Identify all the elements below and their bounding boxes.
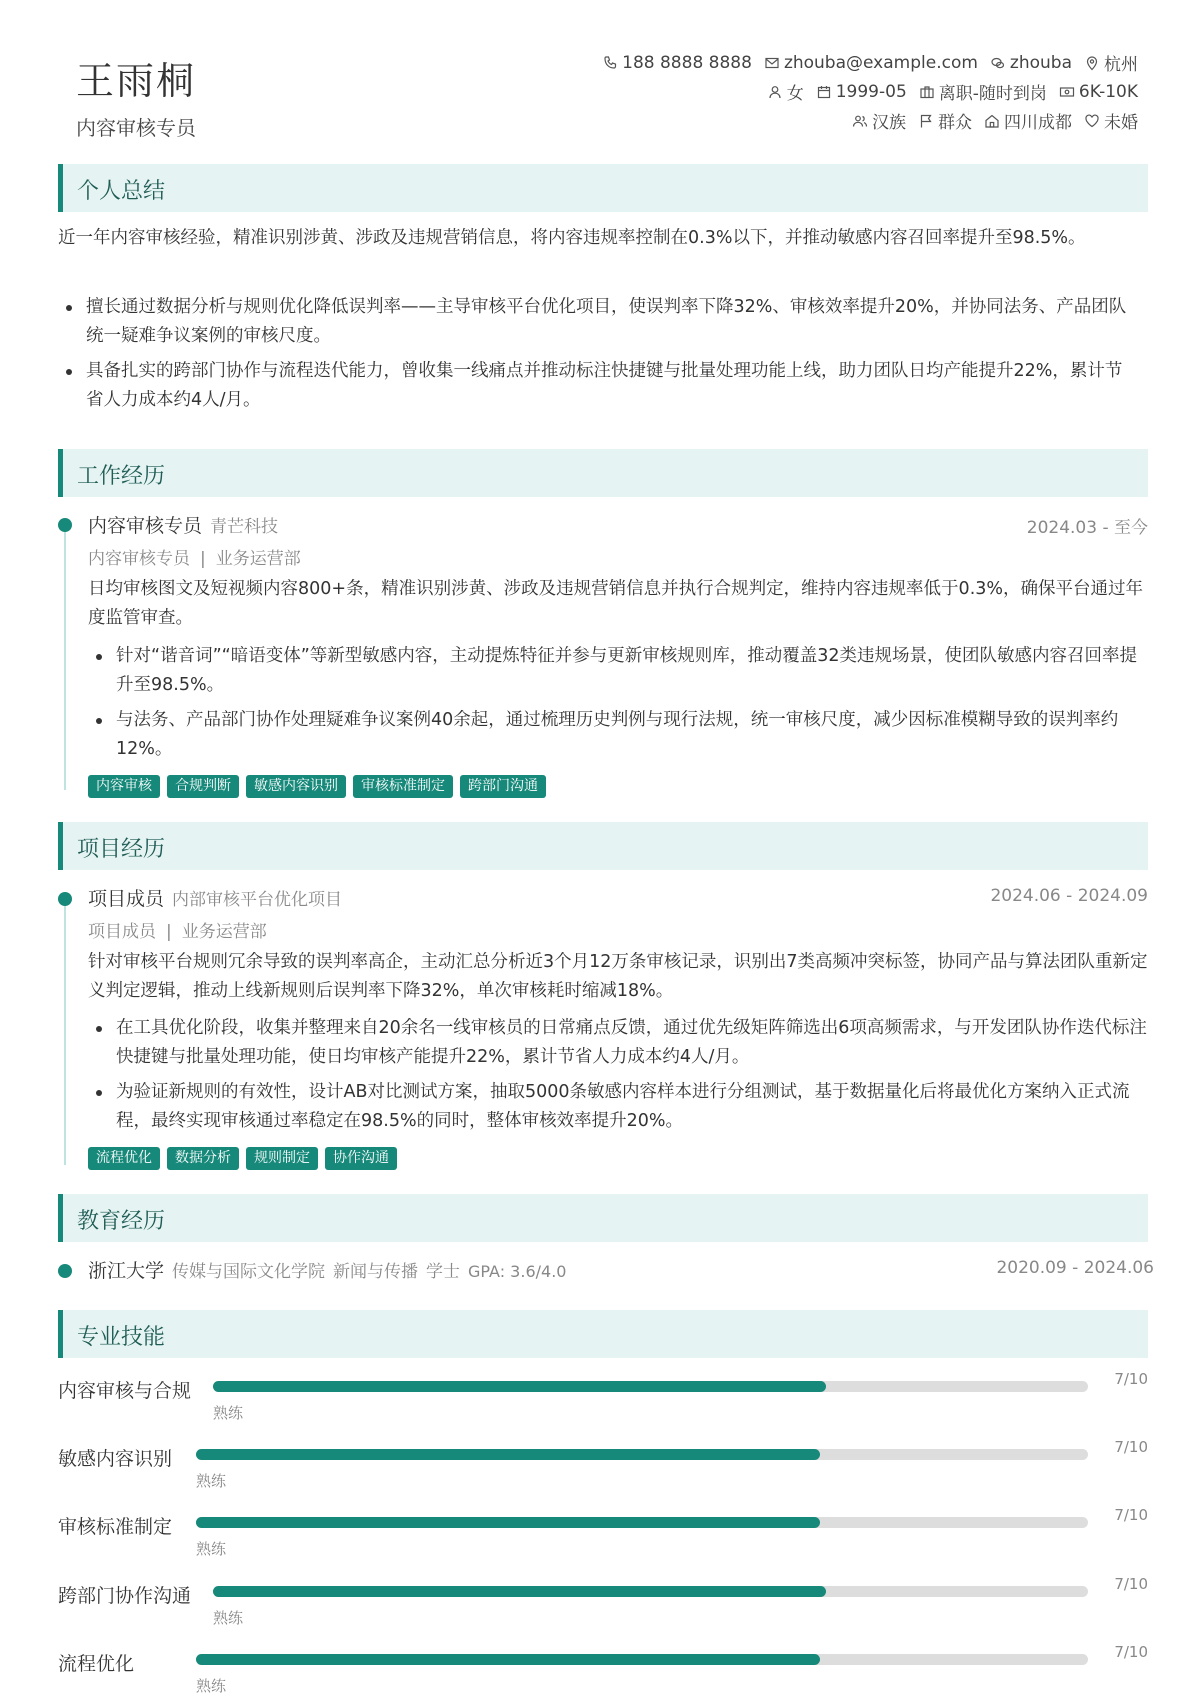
flag-icon [918,113,934,129]
contact-phone[interactable]: 188 8888 8888 [602,53,752,73]
section-header-education [58,1194,1148,1242]
skill-tag: 内容审核 [88,775,160,798]
skill-progress-bar [196,1517,1088,1528]
work-bullets [88,642,1150,770]
education-date: 2020.09 - 2024.06 [996,1258,1154,1278]
skill-score: 7/10 [1114,1575,1148,1593]
skill-progress-fill [196,1449,820,1460]
skill-tag: 敏感内容识别 [246,775,346,798]
contact-politics: 群众 [918,108,972,133]
skill-name: 内容审核与合规 [58,1380,192,1402]
skill-score: 7/10 [1114,1506,1148,1524]
money-icon [1059,84,1075,100]
skill-row [58,1366,1148,1426]
work-position: 内容审核专员 [88,515,203,537]
user-icon [767,84,783,100]
skill-score: 7/10 [1114,1438,1148,1456]
contact-ethnicity: 汉族 [852,108,906,133]
section-header-project [58,822,1148,870]
contact-salary: 6K-10K [1059,82,1138,102]
project-meta: 项目成员 | 业务运营部 [88,922,267,942]
summary-intro: 近一年内容审核经验，精准识别涉黄、涉政及违规营销信息，将内容违规率控制在0.3%以下，并推动敏感内容召回率提升至98.5%。 [58,228,1086,248]
skill-progress-fill [213,1381,826,1392]
list-item: 擅长通过数据分析与规则优化降低误判率——主导审核平台优化项目，使误判率下降32%、审核效率提升20%，并协同法务、产品团队统一疑难争议案例的审核尺度。 [58,293,1138,351]
contact-marital: 未婚 [1084,108,1138,133]
skill-tag: 流程优化 [88,1147,160,1170]
summary-bullets [58,293,1138,421]
section-title: 项目经历 [77,837,166,862]
home-icon [984,113,1000,129]
gpa: GPA: 3.6/4.0 [468,1262,567,1281]
skill-score: 7/10 [1114,1370,1148,1388]
list-item: 在工具优化阶段，收集并整理来自20余名一线审核员的日常痛点反馈，通过优先级矩阵筛选出6项高频需求，与开发团队协作迭代标注快捷键与批量处理功能，使日均审核产能提升22%，累计节省人力成本约4人/月。 [88,1014,1150,1072]
skill-progress-fill [213,1586,826,1597]
section-header-summary [58,164,1148,212]
project-position: 项目成员 [88,888,165,910]
skill-progress-bar [213,1586,1088,1597]
skill-name: 敏感内容识别 [58,1448,173,1470]
skill-progress-bar [196,1654,1088,1665]
section-header-work [58,449,1148,497]
skill-name: 审核标准制定 [58,1516,173,1538]
education-title [88,1256,566,1283]
contact-gender: 女 [767,79,804,104]
skill-level: 熟练 [196,1677,227,1695]
location-icon [1084,55,1100,71]
work-meta: 内容审核专员 | 业务运营部 [88,549,301,569]
contact-info [590,48,1138,135]
skill-tag: 规则制定 [246,1147,318,1170]
skill-name: 流程优化 [58,1653,135,1675]
contact-status: 离职-随时到岗 [919,79,1047,104]
work-date: 2024.03 - 至今 [1026,518,1148,538]
work-company: 青芒科技 [210,517,279,537]
section-title: 专业技能 [77,1325,166,1350]
candidate-role: 内容审核专员 [76,116,196,140]
project-entry-title [88,884,342,911]
section-title: 教育经历 [77,1209,166,1234]
skill-row [58,1571,1148,1631]
skill-progress-fill [196,1517,820,1528]
contact-wechat[interactable]: zhouba [990,53,1072,73]
skill-progress-bar [196,1449,1088,1460]
work-tags [88,775,553,798]
skill-progress-bar [213,1381,1088,1392]
timeline-line [64,526,66,790]
skill-level: 熟练 [213,1404,244,1422]
timeline-dot [58,518,72,532]
skill-row [58,1434,1148,1494]
skill-row [58,1502,1148,1562]
project-description: 针对审核平台规则冗余导致的误判率高企，主动汇总分析近3个月12万条审核记录，识别出7类高频冲突标签，协同产品与算法团队重新定义判定逻辑，推动上线新规则后误判率下降32%，单次审核耗时缩减18%。 [88,952,1148,1001]
section-header-skills [58,1310,1148,1358]
heart-icon [1084,113,1100,129]
list-item: 为验证新规则的有效性，设计AB对比测试方案，抽取5000条敏感内容样本进行分组测试，基于数据量化后将最优化方案纳入正式流程，最终实现审核通过率稳定在98.5%的同时，整体审核效率提升20%。 [88,1078,1150,1136]
timeline-dot [58,892,72,906]
contact-city: 杭州 [1084,50,1138,75]
skill-level: 熟练 [196,1540,227,1558]
school-name: 浙江大学 [88,1260,165,1282]
timeline-line [64,900,66,1165]
skill-level: 熟练 [213,1609,244,1627]
major-name: 新闻与传播 [333,1262,419,1282]
list-item: 与法务、产品部门协作处理疑难争议案例40余起，通过梳理历史判例与现行法规，统一审核尺度，减少因标准模糊导致的误判率约12%。 [88,706,1150,764]
skill-row [58,1639,1148,1697]
list-item: 具备扎实的跨部门协作与流程迭代能力，曾收集一线痛点并推动标注快捷键与批量处理功能上线，助力团队日均产能提升22%，累计节省人力成本约4人/月。 [58,357,1138,415]
degree: 学士 [426,1262,461,1282]
skill-tag: 审核标准制定 [353,775,453,798]
contact-email[interactable]: zhouba@example.com [764,53,978,73]
section-title: 工作经历 [77,464,166,489]
calendar-icon [816,84,832,100]
section-title: 个人总结 [77,179,166,204]
list-item: 针对“谐音词”“暗语变体”等新型敏感内容，主动提炼特征并参与更新审核规则库，推动覆盖32类违规场景，使团队敏感内容召回率提升至98.5%。 [88,642,1150,700]
work-entry-title [88,511,278,538]
project-name: 内部审核平台优化项目 [172,890,343,910]
phone-icon [602,55,618,71]
skill-progress-fill [196,1654,820,1665]
skill-tag: 跨部门沟通 [460,775,546,798]
project-tags [88,1147,404,1170]
contact-hometown: 四川成都 [984,108,1072,133]
skill-tag: 合规判断 [167,775,239,798]
candidate-name: 王雨桐 [76,59,197,103]
project-date: 2024.06 - 2024.09 [990,886,1148,906]
mail-icon [764,55,780,71]
people-icon [852,113,868,129]
contact-birth: 1999-05 [816,82,907,102]
skill-name: 跨部门协作沟通 [58,1585,192,1607]
skill-tag: 数据分析 [167,1147,239,1170]
timeline-dot [58,1264,72,1278]
skill-tag: 协作沟通 [325,1147,397,1170]
briefcase-icon [919,84,935,100]
wechat-icon [990,55,1006,71]
skill-score: 7/10 [1114,1643,1148,1661]
project-bullets [88,1014,1150,1142]
resume-header [58,40,1148,150]
work-description: 日均审核图文及短视频内容800+条，精准识别涉黄、涉政及违规营销信息并执行合规判定，维持内容违规率低于0.3%，确保平台通过年度监管审查。 [88,579,1144,628]
education-entry [58,1256,1154,1286]
skill-level: 熟练 [196,1472,227,1490]
college-name: 传媒与国际文化学院 [172,1262,326,1282]
